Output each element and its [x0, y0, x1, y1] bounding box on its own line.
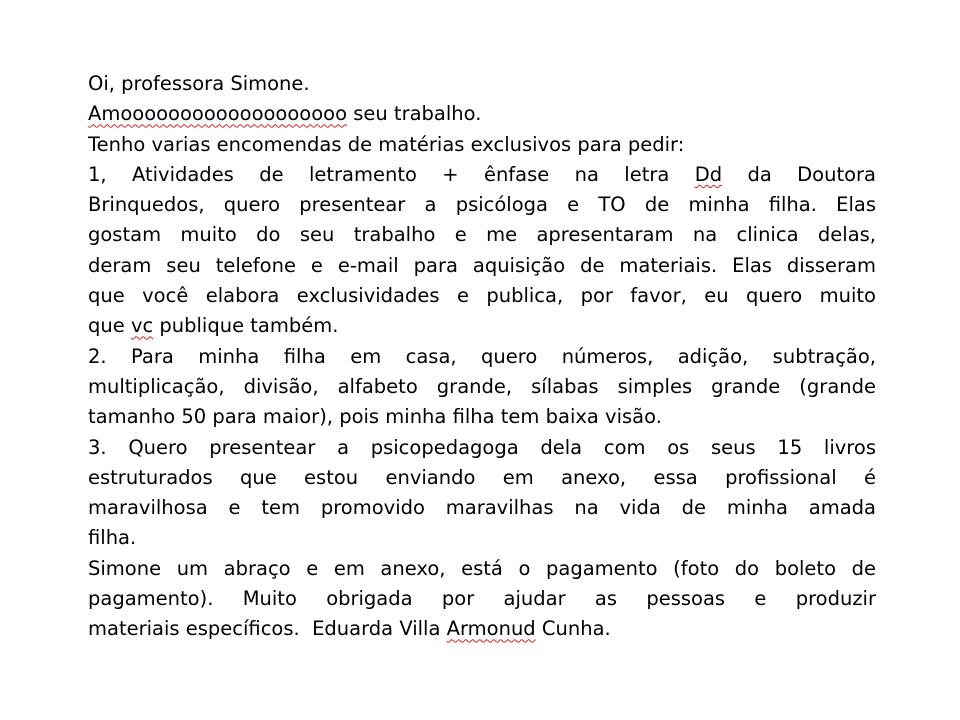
item1-text-a: 1, Atividades de letramento + ênfase na letra: [88, 162, 695, 186]
item2-line-3: tamanho 50 para maior), pois minha filha tem baixa visão.: [88, 405, 662, 429]
misspelled-word: Armonud: [446, 617, 536, 641]
item2-line-2: multiplicação, divisão, alfabeto grande, sílabas simples grande (grande: [88, 374, 876, 398]
item1-line-2: Brinquedos, quero presentear a psicóloga e TO de minha filha. Elas: [88, 193, 876, 217]
closing-line-2: pagamento). Muito obrigada por ajudar as pessoas e produzir: [88, 587, 876, 611]
item3-line-3: maravilhosa e tem promovido maravilhas na vida de minha amada: [88, 496, 876, 520]
love-line-rest: seu trabalho.: [347, 102, 482, 126]
item1-text-c: que: [88, 314, 131, 338]
closing-line-3: [88, 614, 876, 644]
love-line: [88, 99, 876, 129]
greeting-line: Oi, professora Simone.: [88, 72, 310, 95]
misspelled-word: Amooooooooooooooooooo: [88, 102, 348, 126]
closing-text-b: Cunha.: [535, 617, 611, 641]
item1-line-3: gostam muito do seu trabalho e me apresentaram na clinica delas,: [88, 223, 876, 247]
misspelled-word: Dd: [694, 162, 723, 186]
item3-line-2: estruturados que estou enviando em anexo, essa profissional é: [88, 465, 876, 489]
closing-line-1: Simone um abraço e em anexo, está o pagamento (foto do boleto de: [88, 556, 876, 580]
item1-line-4: deram seu telefone e e-mail para aquisição de materiais. Elas disseram: [88, 253, 876, 277]
misspelled-word: vc: [130, 314, 154, 338]
letter-body: [88, 69, 876, 645]
item1-line-5: que você elabora exclusividades e publica, por favor, eu quero muito: [88, 284, 876, 308]
intro-line: Tenho varias encomendas de matérias exclusivos para pedir:: [88, 132, 685, 156]
closing-text-a: materiais específicos. Eduarda Villa: [88, 617, 447, 641]
item3-line-4: filha.: [88, 526, 137, 550]
item2-line-1: 2. Para minha filha em casa, quero números, adição, subtração,: [88, 344, 876, 368]
item3-line-1: 3. Quero presentear a psicopedagoga dela com os seus 15 livros: [88, 435, 876, 459]
item1-line-1: [88, 160, 876, 190]
item1-line-6: [88, 311, 876, 341]
item1-text-b: da Doutora: [722, 162, 877, 186]
item1-text-d: publique também.: [153, 314, 339, 338]
